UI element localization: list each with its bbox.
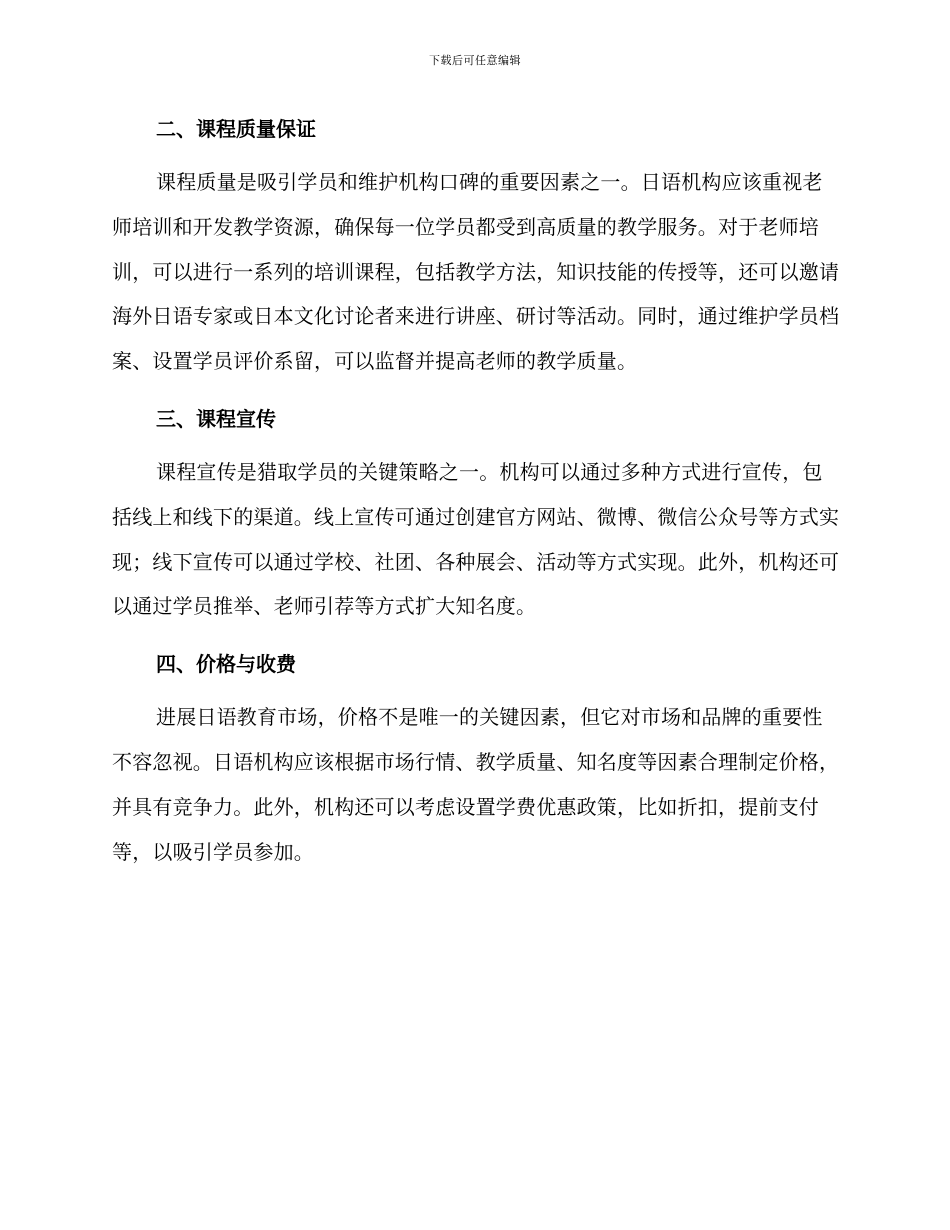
section-heading: 二、课程质量保证 bbox=[156, 117, 316, 141]
section-paragraph: 课程宣传是猎取学员的关键策略之一。机构可以通过多种方式进行宣传，包括线上和线下的渠道。线上宣传可通过创建官方网站、微博、微信公众号等方式实现；线下宣传可以通过学校、社团、各种展会、活动等方式实现。此外，机构还可以通过学员推举、老师引荐等方式扩大知名度。 bbox=[112, 459, 840, 619]
section-course-promotion bbox=[112, 402, 842, 629]
section-paragraph: 进展日语教育市场，价格不是唯一的关键因素，但它对市场和品牌的重要性不容忽视。日语机构应该根据市场行情、教学质量、知名度等因素合理制定价格，并具有竞争力。此外，机构还可以考虑设置学费优惠政策，比如折扣，提前支付等，以吸引学员参加。 bbox=[112, 705, 840, 864]
section-paragraph: 课程质量是吸引学员和维护机构口碑的重要因素之一。日语机构应该重视老师培训和开发教学资源，确保每一位学员都受到高质量的教学服务。对于老师培训，可以进行一系列的培训课程，包括教学方法，知识技能的传授等，还可以邀请海外日语专家或日本文化讨论者来进行讲座、研讨等活动。同时，通过维护学员档案、设置学员评价系留，可以监督并提高老师的教学质量。 bbox=[112, 170, 840, 374]
page-header-note: 下载后可任意编辑 bbox=[429, 54, 521, 67]
section-heading: 四、价格与收费 bbox=[156, 652, 296, 677]
section-pricing bbox=[112, 647, 842, 874]
section-course-quality bbox=[112, 112, 842, 384]
document-body bbox=[112, 112, 842, 892]
section-heading: 三、课程宣传 bbox=[156, 406, 276, 431]
